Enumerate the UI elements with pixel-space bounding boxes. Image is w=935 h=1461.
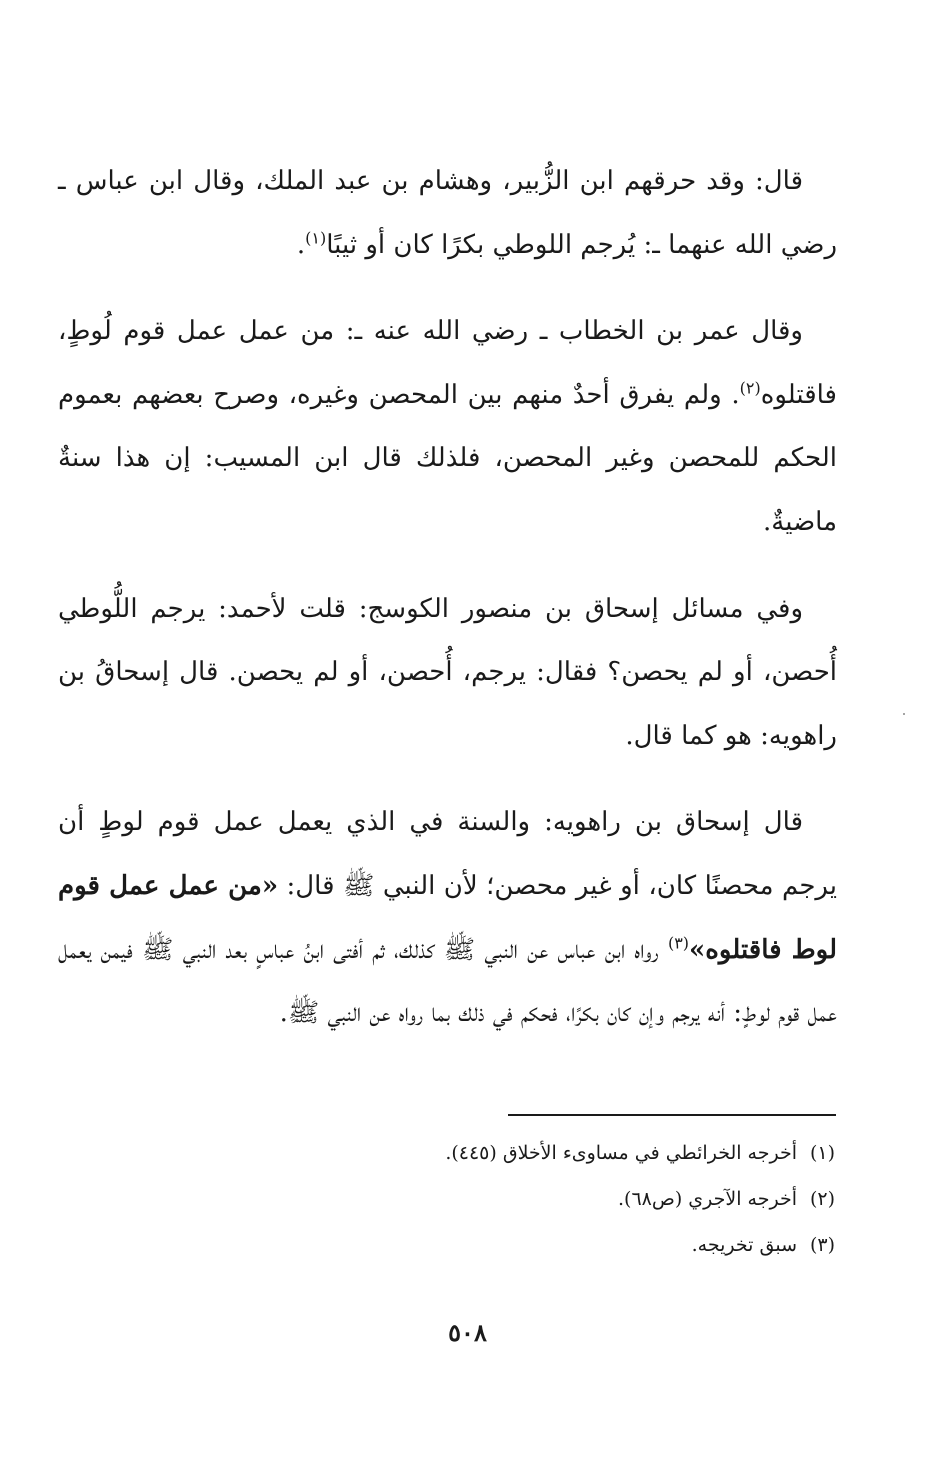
footnote-ref-2[interactable]: (٢) <box>739 378 761 398</box>
paragraph-1 <box>58 150 837 277</box>
footnote-ref-3[interactable]: (٣) <box>667 932 690 952</box>
footnote-number: (٣) <box>809 1234 835 1256</box>
text-run: وفي مسائل إسحاق بن منصور الكوسج: قلت لأحمد: يرجم اللُّوطي أُحصن، أو لم يحصن؟ فقال: يرجم، أُحصن، أو لم يحصن. قال إسحاقُ بن راهويه: هو كما قال. <box>58 593 837 751</box>
footnote-separator <box>508 1114 836 1116</box>
text-run: قال إسحاق بن راهويه: والسنة في الذي يعمل عمل قوم لوطٍ أن يرجم محصنًا كان، أو غير محصن؛ لأن النبي ﷺ قال: <box>58 807 837 901</box>
paragraph-3 <box>58 578 837 769</box>
text-run: قال: وقد حرقهم ابن الزُّبير، وهشام بن عبد الملك، وقال ابن عباس ـ رضي الله عنهما ـ: يُرجم اللوطي بكرًا كان أو ثيبًا <box>58 166 837 260</box>
text-run: وقال عمر بن الخطاب ـ رضي الله عنه ـ: من عمل عمل قوم لُوطٍ، فاقتلوه <box>58 316 837 410</box>
footnote-3 <box>120 1222 835 1268</box>
footnote-text: أخرجه الآجري (ص٦٨). <box>618 1188 797 1210</box>
paragraph-2 <box>58 300 837 554</box>
footnote-ref-1[interactable]: (١) <box>305 227 327 247</box>
footnote-2 <box>120 1176 835 1222</box>
paragraph-4 <box>58 791 837 1045</box>
footnote-text: سبق تخريجه. <box>691 1234 797 1256</box>
hadith-quote: «من عمل عمل قوم لوط فاقتلوه» <box>58 870 837 965</box>
page-number: ٥٠٨ <box>448 1318 487 1347</box>
text-run: رواه ابن عباس عن النبي ﷺ كذلك، ثم أفتى ابنُ عباسٍ بعد النبي ﷺ فيمن يعمل عمل قوم لوطٍ: أنه يرجم وإن كان بكرًا، فحكم في ذلك بما رواه عن النبي ﷺ. <box>58 934 837 1029</box>
footnotes <box>120 1130 835 1268</box>
footnote-text: أخرجه الخرائطي في مساوىء الأخلاق (٤٤٥). <box>445 1142 797 1164</box>
footnote-number: (١) <box>809 1142 835 1164</box>
footnote-number: (٢) <box>809 1188 835 1210</box>
text-run: . <box>296 229 306 260</box>
scan-speck <box>903 713 905 715</box>
text-run: . ولم يفرق أحدٌ منهم بين المحصن وغيره، وصرح بعضهم بعموم الحكم للمحصن وغير المحصن، فلذلك قال ابن المسيب: إن هذا سنةٌ ماضيةٌ. <box>58 379 837 537</box>
footnote-1 <box>120 1130 835 1176</box>
body-text <box>58 150 837 1069</box>
